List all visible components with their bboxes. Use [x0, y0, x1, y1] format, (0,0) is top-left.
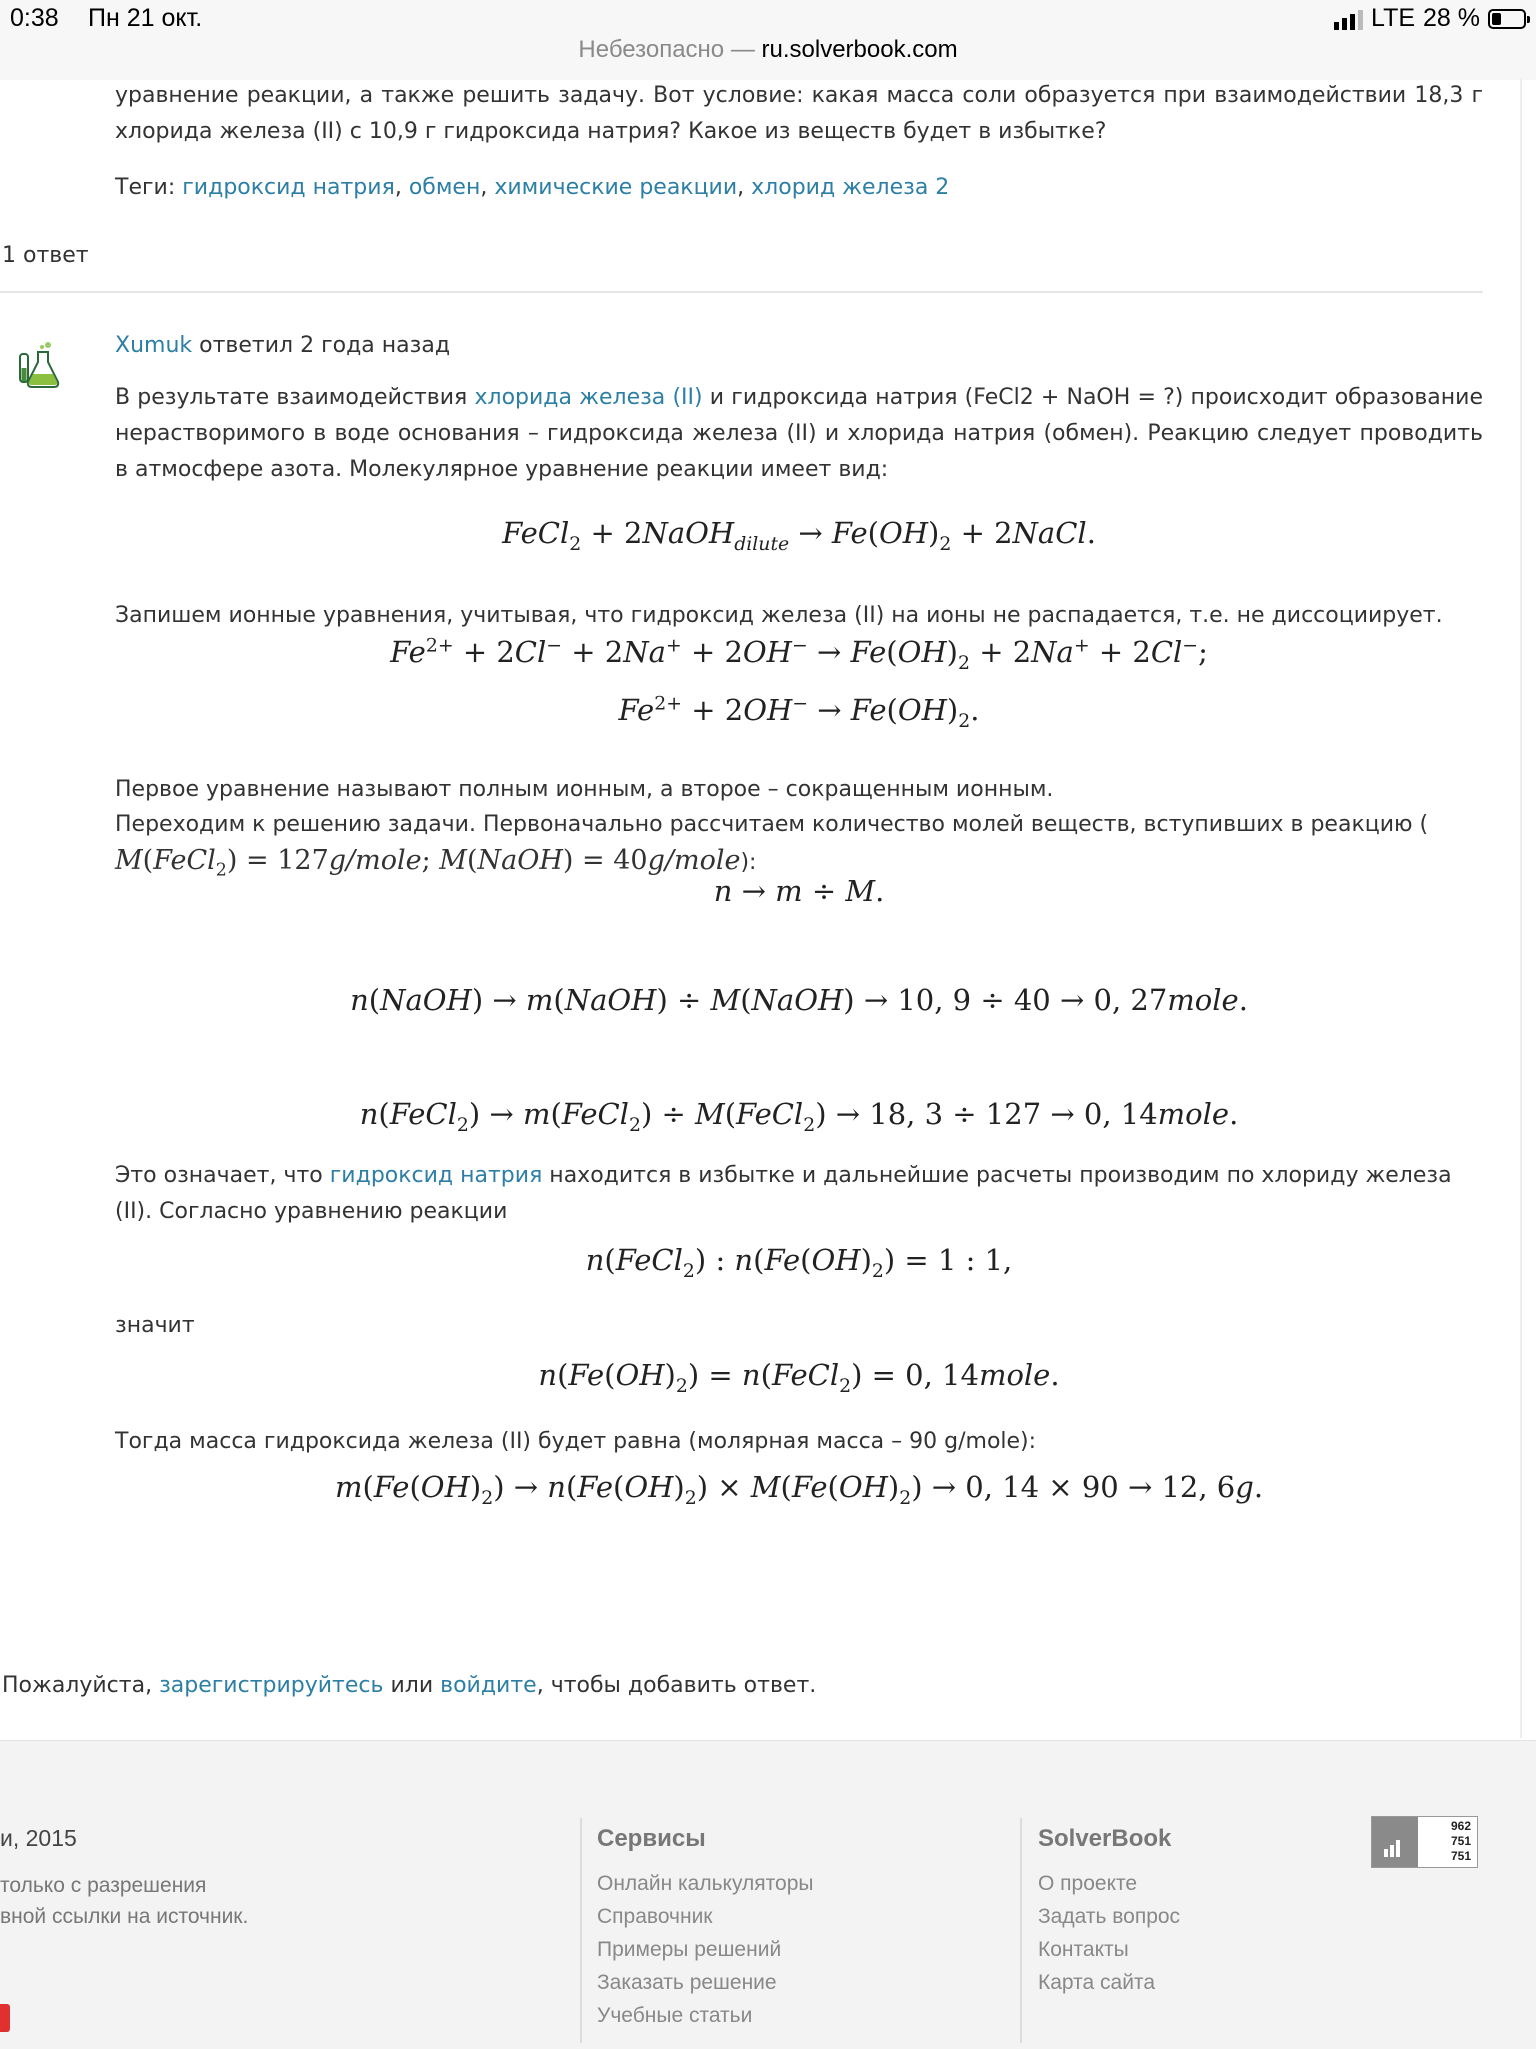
formula-n: n → m ÷ M. — [713, 874, 885, 908]
footer-link[interactable]: Справочник — [597, 1905, 713, 1928]
footer-solverbook — [1038, 1825, 1180, 1999]
divider — [0, 291, 1483, 293]
footer — [0, 1740, 1536, 2049]
answer-paragraph: Тогда масса гидроксида железа (II) будет равна (молярная масса – 90 g/mole): — [115, 1429, 1037, 1454]
login-link[interactable]: войдите — [440, 1673, 537, 1698]
footer-link[interactable]: Онлайн калькуляторы — [597, 1872, 814, 1895]
question-text: уравнение реакции, а также решить задачу. Вот условие: какая масса соли образуется при взаимодействии 18,3 г хлорида железа (II) с 10,9 г гидроксида натрия? Какое из веществ будет в избытке? — [115, 83, 1483, 144]
formula-n-naoh: n(NaOH) → m(NaOH) ÷ M(NaOH) → 10, 9 ÷ 40 → 0, 27mole. — [350, 983, 1248, 1017]
red-badge — [0, 2004, 10, 2032]
answer-paragraph: Первое уравнение называют полным ионным, а второе – сокращенным ионным. — [115, 777, 1054, 802]
footer-copyright-block — [0, 1825, 248, 1932]
molecular-equation: FeCl$_2$ + 2NaOH$_{dilute}$ → $Fe(OH)_2$ + 2NaCl. — [502, 516, 1096, 555]
domain-label: ru.solverbook.com — [761, 36, 958, 63]
network-label: LTE — [1371, 4, 1416, 32]
footer-link[interactable]: Заказать решение — [597, 1971, 777, 1994]
register-link[interactable]: зарегистрируйтесь — [159, 1673, 384, 1698]
tag-link[interactable]: хлорид железа 2 — [751, 175, 950, 200]
status-time: 0:38 — [10, 4, 59, 32]
tag-link[interactable]: гидроксид натрия — [182, 175, 395, 200]
reagent-link[interactable]: гидроксид натрия — [329, 1163, 543, 1188]
answer-paragraph: В результате взаимодействия хлорида железа (II) и гидроксида натрия (FeCl2 + NaOH = ?) происходит образование нерастворимого в воде основания – гидроксида железа (II) и хлорида натрия (обмен). Реакцию следует проводить в атмосфере азота. Молекулярное уравнение реакции имеет вид: — [115, 385, 1483, 482]
footer-link[interactable]: Примеры решений — [597, 1938, 782, 1961]
tag-link[interactable]: химические реакции — [494, 175, 738, 200]
answer-author — [115, 328, 450, 364]
formula-n-fecl2: n(FeCl$_2$) → m(FeCl$_2$) ÷ M(FeCl$_2$) → 18, 3 ÷ 127 → 0, 14mole. — [359, 1097, 1239, 1136]
formula-ratio: n(FeCl$_2$) : $n(Fe(OH)_2) = 1$ : 1, — [585, 1243, 1013, 1282]
footer-link[interactable]: Задать вопрос — [1038, 1905, 1181, 1928]
tags-label: Теги: — [115, 175, 176, 200]
answer-paragraph: Запишем ионные уравнения, учитывая, что гидроксид железа (II) на ионы не распадается, т.е. не диссоциирует. — [115, 603, 1443, 628]
security-label: Небезопасно — — [578, 36, 755, 63]
footer-copyright: и, 2015 — [0, 1825, 77, 1851]
ionic-equation-full: $Fe^{2+} + 2Cl^- + 2Na^+ + 2OH^- \to Fe(OH)_2 + 2Na^+ + 2Cl^-$; — [390, 635, 1208, 674]
footer-services-title: Сервисы — [597, 1825, 706, 1852]
footer-link[interactable]: О проекте — [1038, 1872, 1138, 1895]
formula-mass: $m(Fe(OH)_2) \to n(Fe(OH)_2) \times M(Fe(OH)_2) \to 0$, 14 × 90 → 12, 6g. — [334, 1470, 1264, 1509]
author-link[interactable]: Xumuk — [115, 333, 193, 358]
tags-row: Теги: гидроксид натрия, обмен, химические реакции, хлорид железа 2 — [115, 175, 950, 200]
answer-paragraph: значит — [115, 1313, 195, 1338]
counter-chart-icon — [1372, 1817, 1418, 1867]
address-bar[interactable] — [0, 36, 1536, 64]
footer-link[interactable]: Учебные статьи — [597, 2004, 753, 2027]
answer-paragraph: Переходим к решению задачи. Первоначально рассчитаем количество молей веществ, вступивших в реакцию ( M(FeCl$_2$) = 127g/mole; M(NaOH) = 40g/mole): — [115, 812, 1429, 881]
visitor-counter[interactable] — [1371, 1816, 1478, 1868]
answer-paragraph: Это означает, что гидроксид натрия находится в избытке и дальнейшие расчеты производим по хлориду железа (II). Согласно уравнению реакции — [115, 1163, 1452, 1224]
counter-values: 962 751 751 — [1450, 1819, 1471, 1863]
battery-icon — [1488, 9, 1526, 29]
status-date: Пн 21 окт. — [88, 4, 203, 32]
signal-icon — [1334, 8, 1363, 30]
footer-divider — [1020, 1818, 1022, 2043]
tag-link[interactable]: обмен — [408, 175, 481, 200]
footer-solverbook-title: SolverBook — [1038, 1825, 1172, 1852]
battery-label: 28 % — [1423, 4, 1480, 32]
reagent-link[interactable]: хлорида железа (II) — [474, 385, 703, 410]
flask-icon — [18, 340, 64, 390]
ionic-equation-short: $Fe^{2+} + 2OH^- \to Fe(OH)_2$. — [618, 693, 980, 732]
footer-note: только с разрешения вной ссылки на источник. — [0, 1874, 249, 1928]
footer-divider — [580, 1818, 582, 2043]
answers-count: 1 ответ — [2, 243, 89, 268]
login-prompt: Пожалуйста, зарегистрируйтесь или войдите, чтобы добавить ответ. — [2, 1673, 817, 1698]
footer-link[interactable]: Контакты — [1038, 1938, 1129, 1961]
status-indicators — [1334, 4, 1526, 33]
footer-link[interactable]: Карта сайта — [1038, 1971, 1155, 1994]
answer-meta: ответил 2 года назад — [199, 333, 451, 358]
content-edge — [1520, 78, 1522, 1738]
formula-n-feoh2: $n(Fe(OH)_2)$ = n(FeCl$_2$) = 0, 14mole. — [538, 1358, 1060, 1397]
footer-services — [597, 1825, 813, 2032]
